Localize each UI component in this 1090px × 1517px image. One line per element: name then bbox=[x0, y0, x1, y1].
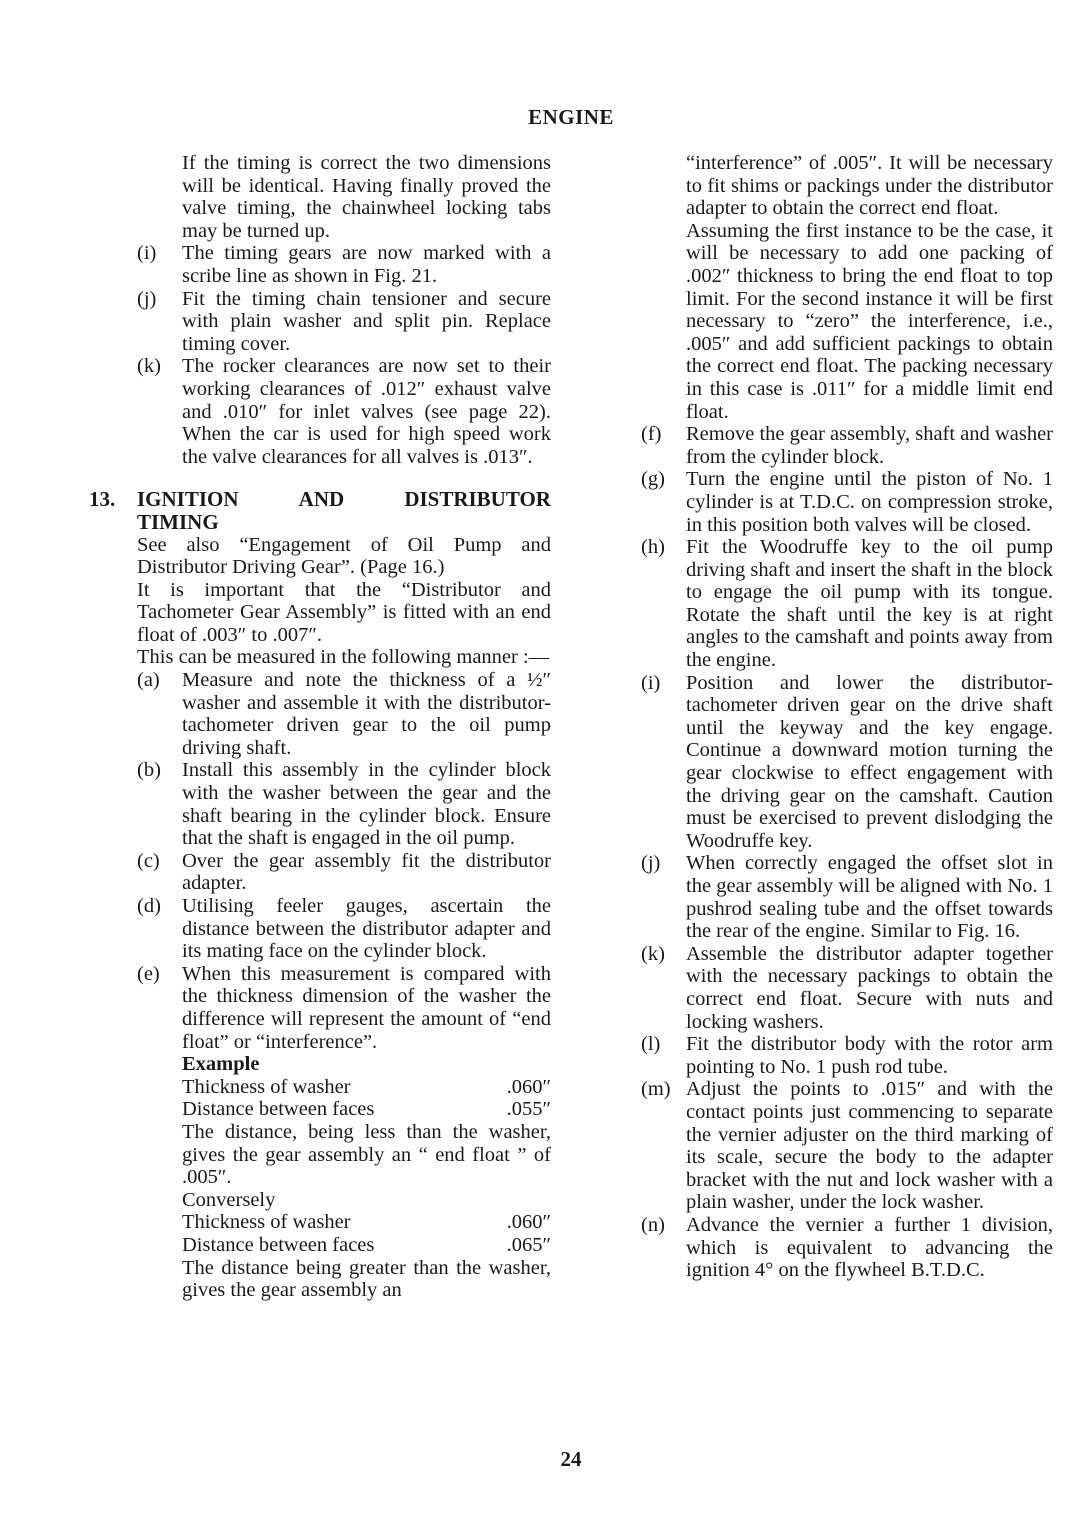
item-label: (k) bbox=[137, 355, 161, 378]
item-text: Utilising feeler gauges, ascertain the distance between the distributor adapter and its mating face on the cylinder block. bbox=[182, 895, 551, 963]
intro-paragraph: If the timing is correct the two dimensions will be identical. Having finally proved the valve timing, the chainwheel locking tabs may be turned up. bbox=[182, 152, 551, 242]
list-item bbox=[641, 852, 1053, 942]
item-label: (b) bbox=[137, 759, 161, 782]
list-item bbox=[137, 850, 551, 895]
item-text: Fit the timing chain tensioner and secure with plain washer and split pin. Replace timing cover. bbox=[182, 287, 551, 355]
example-row bbox=[137, 1076, 551, 1099]
list-item bbox=[641, 943, 1053, 1033]
list-item bbox=[641, 1214, 1053, 1282]
item-label: (e) bbox=[137, 962, 160, 985]
item-label: (f) bbox=[641, 423, 662, 446]
item-text: Install this assembly in the cylinder block with the washer between the gear and the shaft bearing in the cylinder block. Ensure that the shaft is engaged in the oil pump. bbox=[182, 759, 551, 850]
list-item bbox=[137, 669, 551, 759]
list-item bbox=[137, 963, 551, 1053]
body-paragraph: It is important that the “Distributor and Tachometer Gear Assembly” is fitted with an end float of .003″ to .007″. bbox=[137, 578, 551, 646]
section-heading bbox=[89, 487, 551, 534]
example-row-name: Distance between faces bbox=[182, 1098, 375, 1121]
item-label: (g) bbox=[641, 468, 665, 491]
item-label: (i) bbox=[137, 242, 157, 265]
example-row-name: Thickness of washer bbox=[182, 1211, 351, 1234]
item-text: Turn the engine until the piston of No. 1 cylinder is at T.D.C. on compression stroke, in this position both valves will be closed. bbox=[686, 468, 1053, 536]
continued-paragraph: “interference” of .005″. It will be necessary to fit shims or packings under the distributor adapter to obtain the correct end float. bbox=[686, 152, 1053, 220]
example-row-value: .065″ bbox=[506, 1233, 551, 1256]
item-label: (j) bbox=[137, 287, 157, 310]
item-text: Advance the vernier a further 1 division, which is equivalent to advancing the ignition 4° on the flywheel B.T.D.C. bbox=[686, 1213, 1053, 1282]
item-label: (j) bbox=[641, 852, 661, 875]
item-text: Over the gear assembly fit the distributor adapter. bbox=[182, 849, 551, 895]
example-row-value: .060″ bbox=[506, 1075, 551, 1098]
list-item bbox=[137, 288, 551, 356]
section-number: 13. bbox=[89, 487, 116, 512]
item-text: The rocker clearances are now set to their working clearances of .012″ exhaust valve and .010″ for inlet valves (see page 22). When the car is used for high speed work the valve clearances for all valves is .013″. bbox=[182, 355, 551, 468]
example-row-name: Distance between faces bbox=[182, 1233, 375, 1256]
list-item bbox=[641, 423, 1053, 468]
item-label: (k) bbox=[641, 942, 665, 965]
section-title-line2: TIMING bbox=[137, 509, 219, 534]
item-label: (d) bbox=[137, 895, 161, 917]
item-text: Fit the distributor body with the rotor arm pointing to No. 1 push rod tube. bbox=[686, 1033, 1053, 1078]
item-label: (a) bbox=[137, 669, 160, 692]
list-item bbox=[641, 1078, 1053, 1214]
example-note: The distance, being less than the washer, gives the gear assembly an “ end float ” of .005″. bbox=[182, 1120, 551, 1189]
body-paragraph: See also “Engagement of Oil Pump and Distributor Driving Gear”. (Page 16.) bbox=[137, 533, 551, 579]
page-header: ENGINE bbox=[528, 105, 614, 129]
section-title-word: IGNITION bbox=[137, 487, 239, 512]
list-item bbox=[641, 672, 1053, 853]
example-note: The distance being greater than the washer, gives the gear assembly an bbox=[182, 1256, 551, 1302]
item-text: Fit the Woodruffe key to the oil pump driving shaft and insert the shaft in the block to engage the oil pump with its tongue. Rotate the shaft until the key is at right angles to the camshaft and points away from the engine. bbox=[686, 536, 1053, 672]
item-text: Remove the gear assembly, shaft and washer from the cylinder block. bbox=[686, 423, 1053, 468]
example-row-value: .055″ bbox=[506, 1098, 551, 1121]
item-text: When correctly engaged the offset slot in the gear assembly will be aligned with No. 1 pushrod sealing tube and the offset towards the rear of the engine. Similar to Fig. 16. bbox=[686, 852, 1053, 943]
section-title-word: DISTRIBUTOR bbox=[404, 487, 551, 512]
item-label: (n) bbox=[641, 1213, 665, 1236]
list-item bbox=[641, 536, 1053, 672]
list-item bbox=[137, 355, 551, 468]
body-paragraph: This can be measured in the following manner :— bbox=[137, 646, 550, 669]
item-text: When this measurement is compared with the thickness dimension of the washer the difference will represent the amount of “end float” or “interference”. bbox=[182, 962, 551, 1053]
list-item bbox=[137, 895, 551, 963]
example-row bbox=[137, 1098, 551, 1121]
item-text: Measure and note the thickness of a ½″ washer and assemble it with the distributor-tachometer driven gear to the oil pump driving shaft. bbox=[182, 669, 551, 759]
continued-paragraph: Assuming the first instance to be the case, it will be necessary to add one packing of .002″ thickness to bring the end float to top limit. For the second instance it will be first necessary to “zero” the interference, i.e., .005″ and add sufficient packings to obtain the correct end float. The packing necessary in this case is .011″ for a middle limit end float. bbox=[686, 219, 1053, 423]
item-text: Assemble the distributor adapter together with the necessary packings to obtain the correct end float. Secure with nuts and locking washers. bbox=[686, 942, 1053, 1033]
list-item bbox=[641, 468, 1053, 536]
example-heading: Example bbox=[182, 1053, 260, 1076]
item-label: (h) bbox=[641, 536, 665, 559]
page-number: 24 bbox=[560, 1447, 582, 1471]
item-label: (i) bbox=[641, 671, 661, 694]
example-conversely: Conversely bbox=[182, 1188, 276, 1211]
item-text: Position and lower the distributor-tachometer driven gear on the drive shaft until the keyway and the key engage. Continue a downward motion turning the gear clockwise to effect engagement with the driving gear on the camshaft. Caution must be exercised to prevent dislodging the Woodruffe key. bbox=[686, 671, 1053, 852]
list-item bbox=[137, 759, 551, 849]
example-row-value: .060″ bbox=[506, 1211, 551, 1234]
section-title-word: AND bbox=[298, 487, 345, 512]
example-row bbox=[137, 1211, 551, 1234]
item-text: Adjust the points to .015″ and with the contact points just commencing to separate the vernier adjuster on the third marking of its scale, secure the body to the adapter bracket with the nut and lock washer with a plain washer, under the lock washer. bbox=[686, 1078, 1053, 1214]
example-row bbox=[137, 1234, 551, 1257]
list-item bbox=[641, 1033, 1053, 1078]
item-label: (m) bbox=[641, 1078, 671, 1101]
list-item bbox=[137, 242, 551, 287]
example-row-name: Thickness of washer bbox=[182, 1075, 351, 1098]
item-label: (c) bbox=[137, 849, 160, 872]
item-label: (l) bbox=[641, 1033, 661, 1056]
right-column bbox=[641, 152, 1053, 1282]
item-text: The timing gears are now marked with a scribe line as shown in Fig. 21. bbox=[182, 242, 551, 287]
left-column bbox=[89, 152, 551, 1302]
